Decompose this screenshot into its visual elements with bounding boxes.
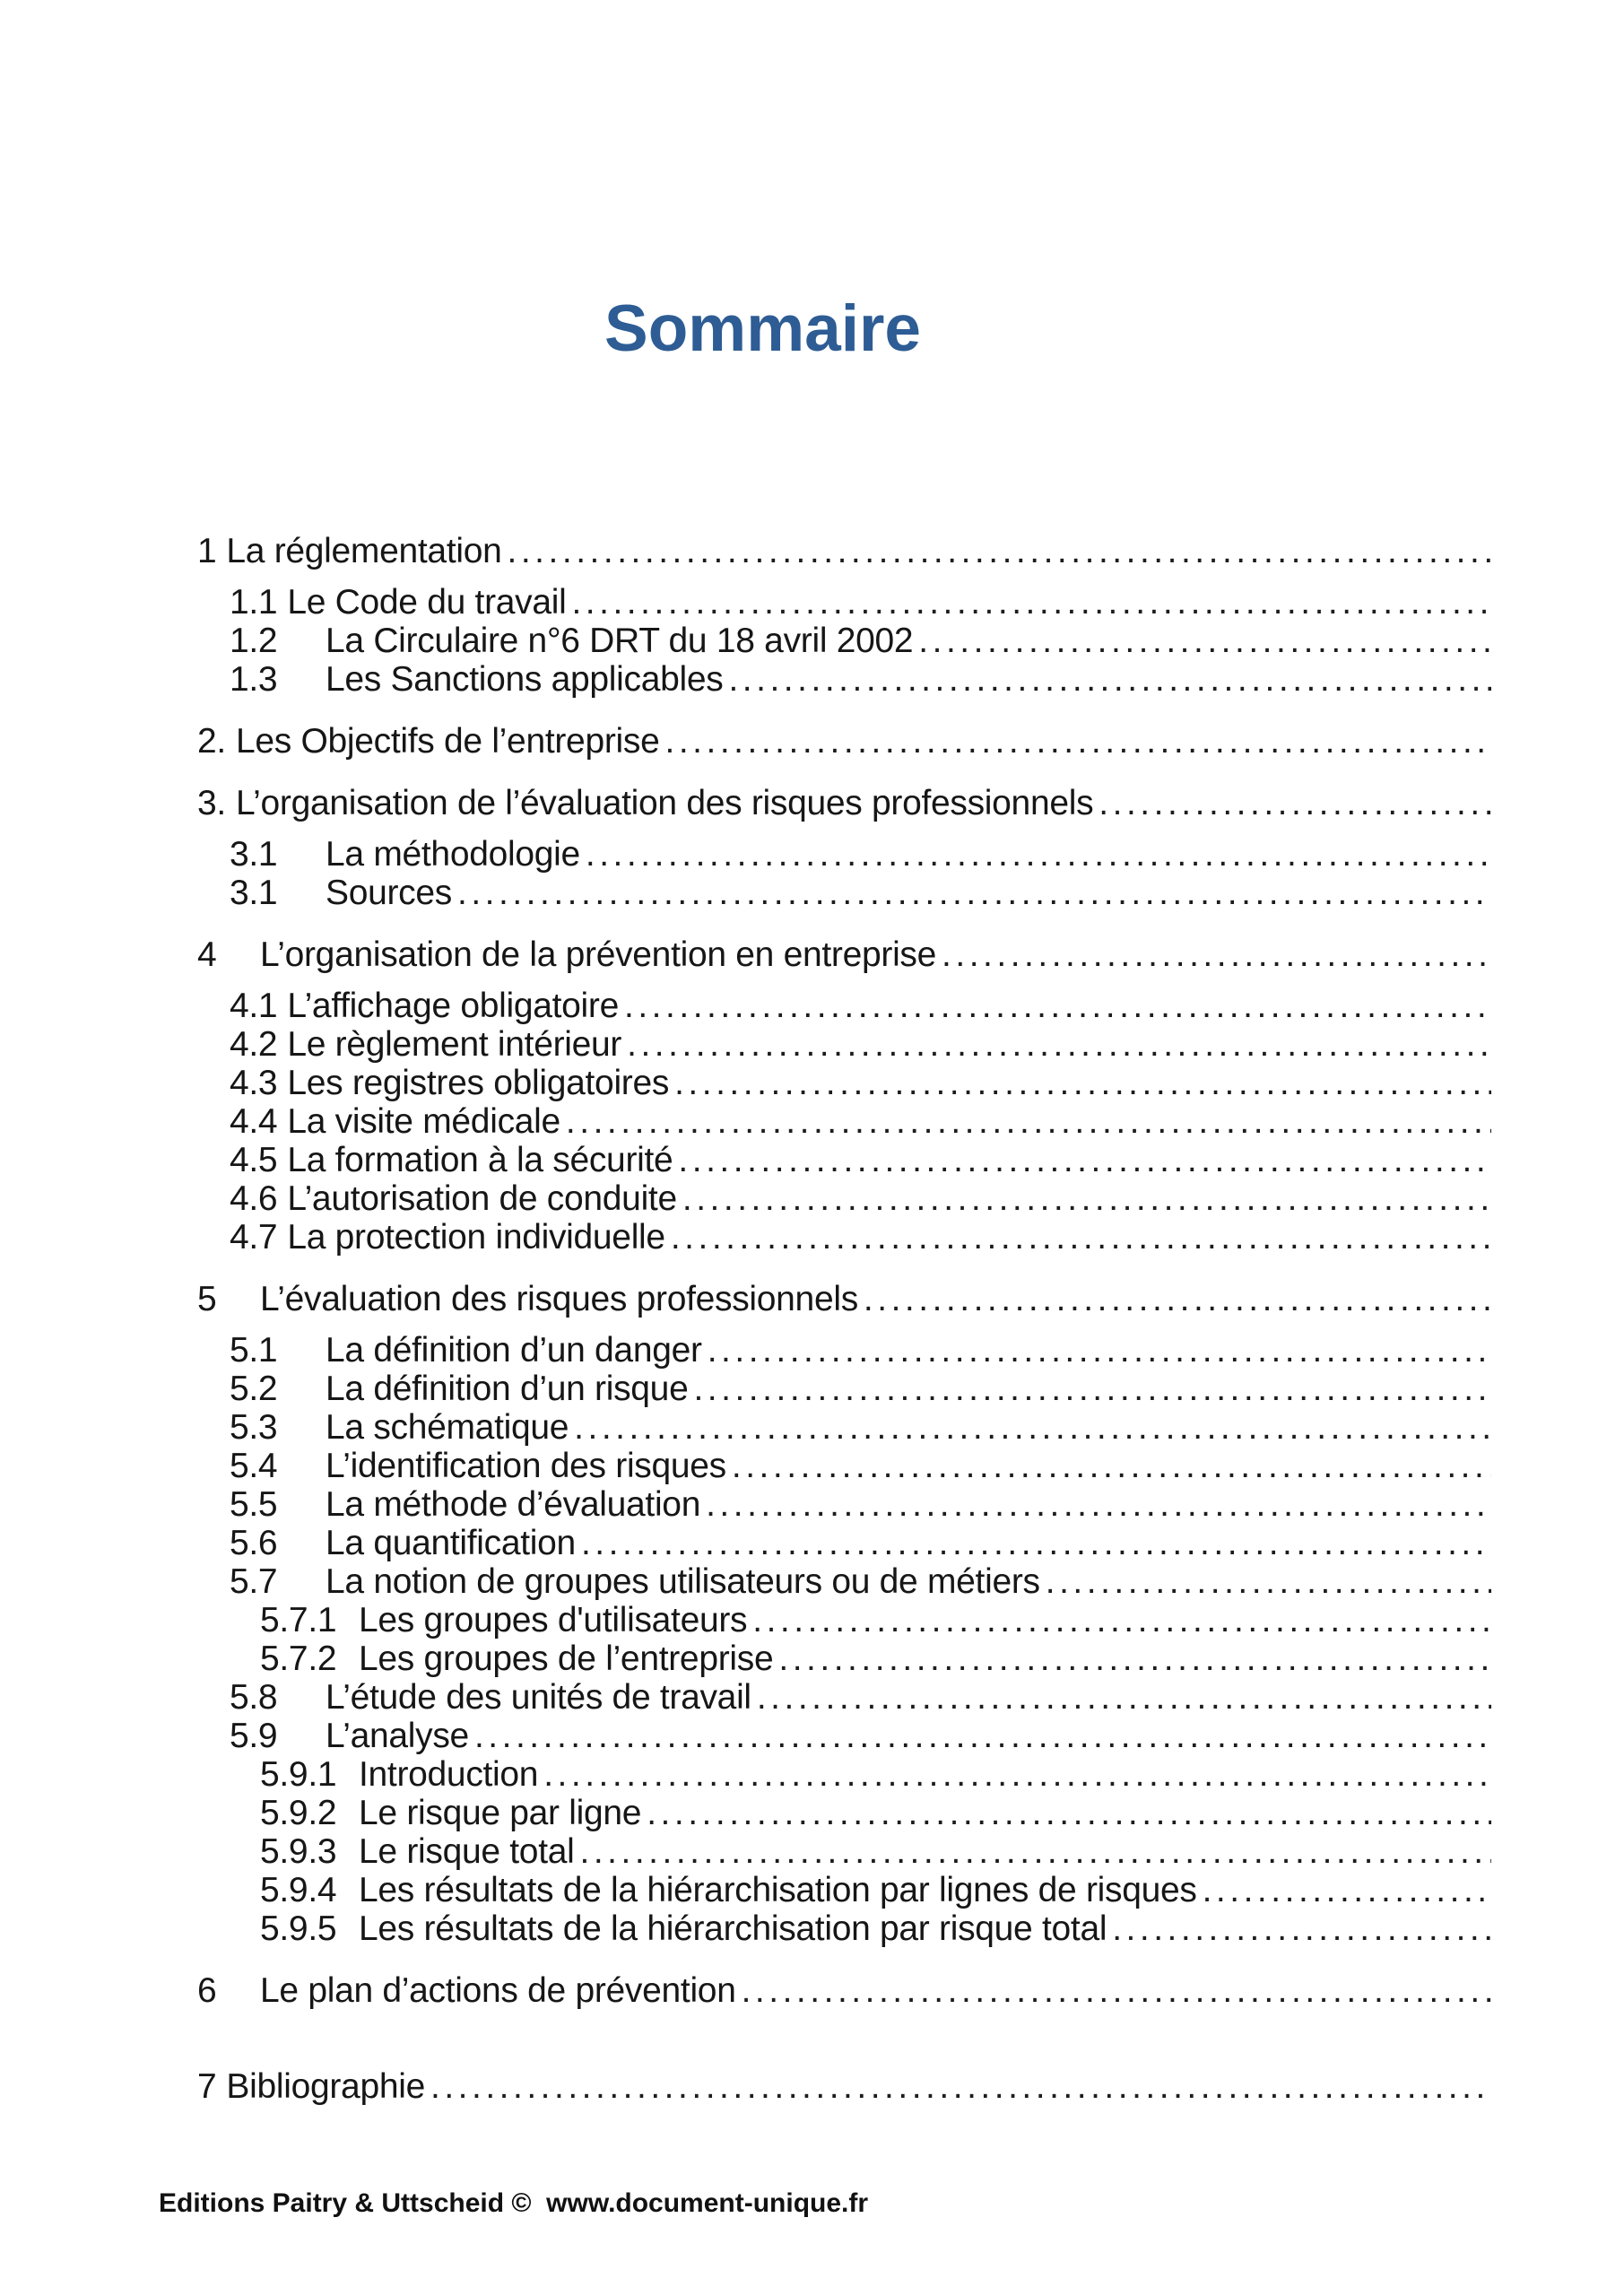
toc-entry-number: 4.7 [230,1218,278,1257]
toc-entry [0,1524,1491,1562]
dot-leader [742,1971,1491,2010]
toc-entry-number: 4.5 [230,1141,278,1179]
toc-entry-number: 7 [197,2067,217,2106]
toc-entry [0,987,1491,1025]
toc-entry-number: 2. [197,722,226,761]
toc-entry [0,583,1491,622]
dot-leader [624,987,1491,1025]
toc-entry-label: Les groupes d'utilisateurs [359,1601,748,1639]
toc-entry-number: 5.9.5 [260,1909,337,1948]
toc-entry [0,1179,1491,1218]
toc-entry-number: 1.3 [230,660,278,699]
toc-entry [0,1832,1491,1871]
toc-entry [0,1331,1491,1370]
toc-entry-label: L’analyse [326,1717,469,1755]
toc-entry-number: 4.3 [230,1064,278,1102]
dot-leader [778,1639,1491,1678]
dot-leader [674,1064,1491,1102]
toc-entry [0,1562,1491,1601]
toc-entry-number: 3.1 [230,835,278,874]
toc-entry [0,1218,1491,1257]
toc-entry [0,532,1491,570]
toc-entry-number: 4 [197,935,217,974]
toc-entry [0,1370,1491,1408]
dot-leader [566,1102,1491,1141]
dot-leader [918,622,1491,660]
toc-entry [0,1485,1491,1524]
toc-entry-label: La formation à la sécurité [287,1141,673,1179]
page-footer: Editions Paitry & Uttscheid © www.document-unique.fr [159,2188,869,2218]
dot-leader [732,1447,1491,1485]
toc-entry-number: 1 [197,532,217,570]
toc-entry-label: L’organisation de l’évaluation des risques professionnels [235,784,1094,822]
dot-leader [1099,784,1491,822]
toc-entry-label: Le plan d’actions de prévention [260,1971,736,2010]
toc-entry [0,1755,1491,1794]
dot-leader [543,1755,1491,1794]
toc-entry-number: 5.2 [230,1370,278,1408]
toc-entry-label: L’identification des risques [326,1447,726,1485]
toc-entry-label: La définition d’un risque [326,1370,689,1408]
toc-entry-label: Le risque total [359,1832,575,1871]
toc-entry-number: 4.2 [230,1025,278,1064]
toc-entry-number: 6 [197,1971,217,2010]
dot-leader [508,532,1491,570]
toc-entry-number: 5.3 [230,1408,278,1447]
dot-leader [682,1179,1491,1218]
toc-entry-number: 5.9.3 [260,1832,337,1871]
toc-entry [0,1408,1491,1447]
toc-entry-number: 5.8 [230,1678,278,1717]
dot-leader [1112,1909,1491,1948]
toc-entry-number: 5.7 [230,1562,278,1601]
toc-entry-label: Les Objectifs de l’entreprise [235,722,660,761]
toc-entry-number: 5.1 [230,1331,278,1370]
dot-leader [708,1331,1491,1370]
toc-entry [0,1601,1491,1639]
dot-leader [581,1524,1491,1562]
toc-entry [0,622,1491,660]
dot-leader [864,1280,1491,1318]
toc-entry-label: La quantification [326,1524,576,1562]
toc-entry [0,835,1491,874]
toc-entry [0,1025,1491,1064]
toc-entry [0,1794,1491,1832]
dot-leader [574,1408,1491,1447]
toc-entry [0,660,1491,699]
dot-leader [671,1218,1491,1257]
toc-entry [0,1102,1491,1141]
toc-entry-label: La définition d’un danger [326,1331,702,1370]
toc-entry-number: 4.1 [230,987,278,1025]
toc-entry-number: 5.6 [230,1524,278,1562]
dot-leader [942,935,1491,974]
toc-entry [0,784,1491,822]
toc-entry [0,1971,1491,2010]
toc-entry-label: Les résultats de la hiérarchisation par risque total [359,1909,1107,1948]
toc-entry-label: Les groupes de l’entreprise [359,1639,774,1678]
dot-leader [728,660,1491,699]
toc-entry-label: Introduction [359,1755,539,1794]
toc-entry-number: 1.2 [230,622,278,660]
toc-entry-number: 3.1 [230,874,278,912]
toc-entry-label: La notion de groupes utilisateurs ou de métiers [326,1562,1040,1601]
toc-entry-number: 5.9 [230,1717,278,1755]
toc-entry-label: La réglementation [226,532,502,570]
dot-leader [457,874,1491,912]
toc-entry-number: 4.6 [230,1179,278,1218]
toc-entry-number: 5.9.4 [260,1871,337,1909]
dot-leader [706,1485,1491,1524]
dot-leader [430,2067,1491,2106]
toc-entry-label: Le règlement intérieur [287,1025,622,1064]
toc-entry-label: Sources [326,874,452,912]
toc-entry-number: 5.9.1 [260,1755,337,1794]
toc-entry [0,1871,1491,1909]
toc-entry-label: Les Sanctions applicables [326,660,724,699]
dot-leader [1203,1871,1491,1909]
dot-leader [571,583,1491,622]
toc-entry-label: Le Code du travail [287,583,567,622]
toc-entry [0,1678,1491,1717]
dot-leader [757,1678,1491,1717]
dot-leader [474,1717,1491,1755]
dot-leader [586,835,1491,874]
toc-entry [0,874,1491,912]
toc-entry-number: 5.5 [230,1485,278,1524]
toc-entry-number: 5.7.2 [260,1639,337,1678]
toc-entry-number: 1.1 [230,583,278,622]
toc-entry [0,1909,1491,1948]
toc-entry-label: Le risque par ligne [359,1794,642,1832]
toc-entry [0,722,1491,761]
toc-entry-label: La protection individuelle [287,1218,665,1257]
toc-entry [0,1717,1491,1755]
toc-entry-label: La méthodologie [326,835,580,874]
toc-entry-number: 5.7.1 [260,1601,337,1639]
dot-leader [693,1370,1491,1408]
toc-entry [0,2067,1491,2106]
toc-entry [0,1280,1491,1318]
toc-entry [0,1447,1491,1485]
toc-entry [0,935,1491,974]
toc-entry-label: La visite médicale [287,1102,560,1141]
toc-entry-number: 4.4 [230,1102,278,1141]
table-of-contents [0,532,1624,2106]
toc-entry-label: La méthode d’évaluation [326,1485,701,1524]
toc-entry-number: 5.4 [230,1447,278,1485]
dot-leader [678,1141,1491,1179]
toc-entry-label: L’étude des unités de travail [326,1678,751,1717]
dot-leader [580,1832,1492,1871]
toc-entry-label: La Circulaire n°6 DRT du 18 avril 2002 [326,622,914,660]
toc-entry-number: 3. [197,784,226,822]
dot-leader [664,722,1491,761]
toc-entry-number: 5 [197,1280,217,1318]
toc-entry-label: L’autorisation de conduite [287,1179,677,1218]
dot-leader [752,1601,1491,1639]
toc-entry [0,1639,1491,1678]
toc-entry-label: L’organisation de la prévention en entreprise [260,935,937,974]
toc-entry-label: L’affichage obligatoire [287,987,620,1025]
dot-leader [1046,1562,1491,1601]
page-title: Sommaire [604,292,921,365]
toc-entry-label: Les registres obligatoires [287,1064,670,1102]
toc-entry-label: Les résultats de la hiérarchisation par lignes de risques [359,1871,1197,1909]
toc-entry-number: 5.9.2 [260,1794,337,1832]
toc-entry [0,1064,1491,1102]
dot-leader [627,1025,1491,1064]
toc-entry-label: L’évaluation des risques professionnels [260,1280,858,1318]
toc-entry-label: La schématique [326,1408,569,1447]
toc-entry [0,1141,1491,1179]
toc-entry-label: Bibliographie [226,2067,425,2106]
dot-leader [647,1794,1491,1832]
